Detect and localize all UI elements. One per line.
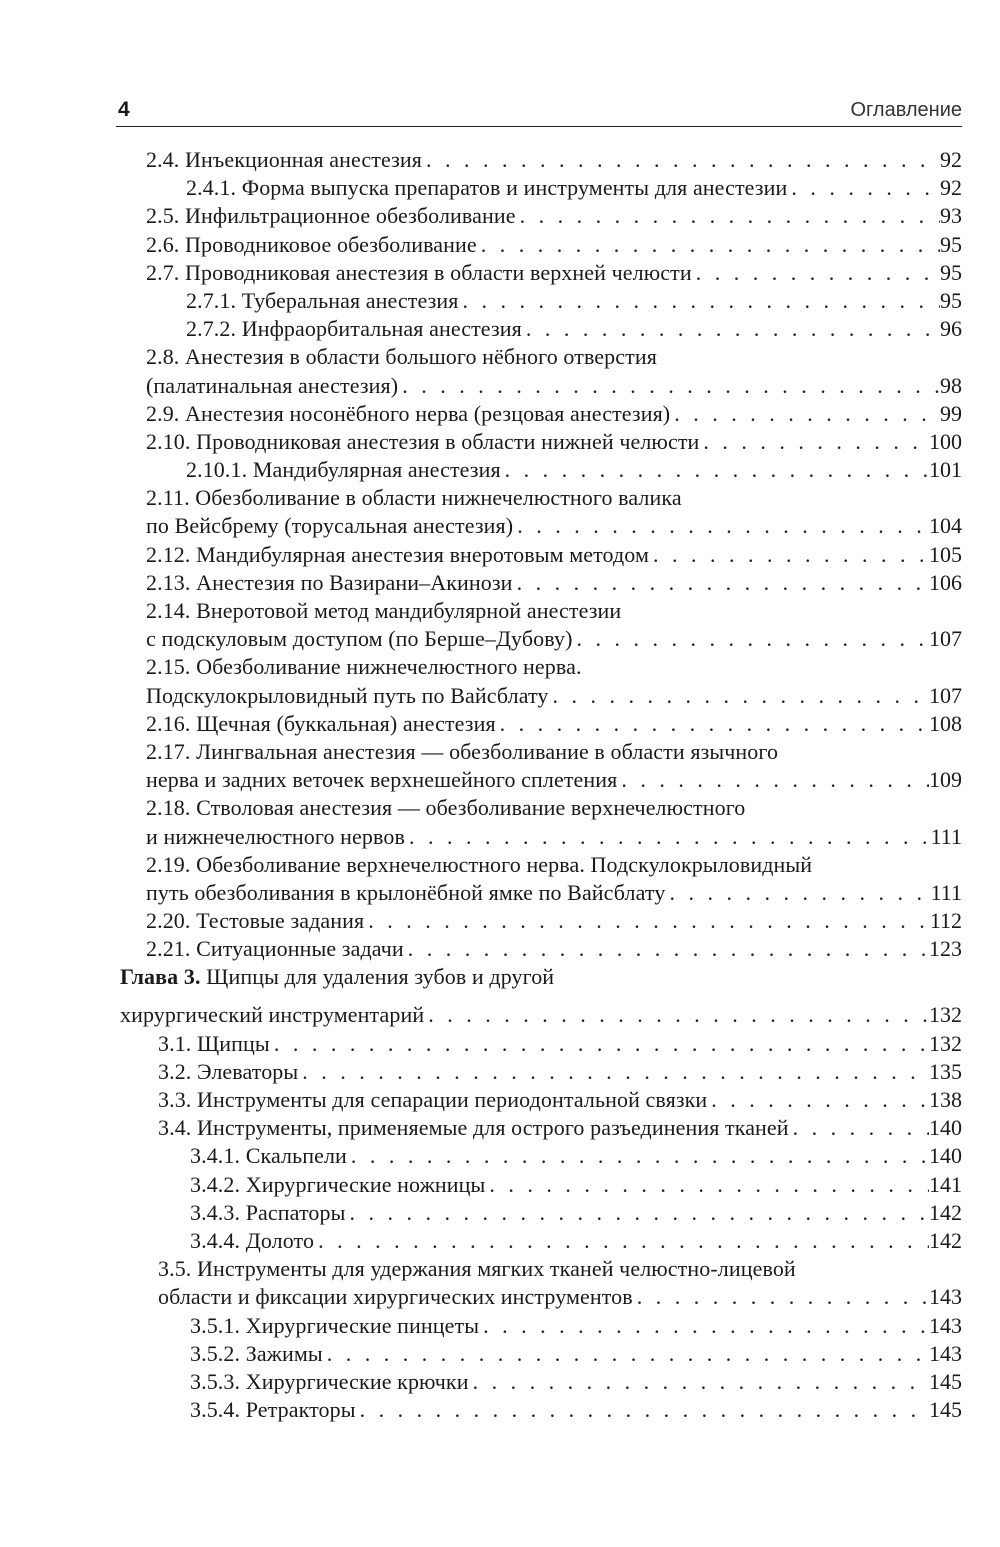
toc-page-number: 105 xyxy=(929,541,962,567)
toc-row-content xyxy=(146,400,962,428)
toc-page-number: 99 xyxy=(940,400,962,426)
toc-page-number: 138 xyxy=(929,1087,962,1112)
toc-entry-text: Анестезия в области большого нёбного отверстия xyxy=(185,344,657,370)
toc-row xyxy=(0,1227,1000,1255)
page-number: 4 xyxy=(118,98,130,121)
toc-row xyxy=(0,202,1000,230)
dot-leader xyxy=(549,682,929,710)
toc-entry-title xyxy=(146,851,812,879)
toc-page-number: 95 xyxy=(940,287,962,313)
toc-entry-title xyxy=(186,456,501,484)
toc-entry-text: и нижнечелюстного нервов xyxy=(146,823,405,849)
dot-leader xyxy=(649,541,929,569)
toc-entry-number: 2.20. xyxy=(146,908,191,934)
toc-entry-title xyxy=(146,259,692,287)
toc-row xyxy=(0,963,1000,1001)
toc-entry-title xyxy=(158,1283,633,1311)
toc-entry-text: Туберальная анестезия xyxy=(241,287,459,313)
toc-entry-text: Инфильтрационное обезболивание xyxy=(185,203,516,229)
toc-entry-number: 2.16. xyxy=(146,710,191,736)
toc-entry-text: Хирургические ножницы xyxy=(245,1171,486,1197)
toc-row xyxy=(0,1396,1000,1424)
toc-entry-number: 2.12. xyxy=(146,541,191,567)
toc-row-content xyxy=(146,597,962,625)
toc-entry-number: 2.6. xyxy=(146,231,180,257)
toc-entry-title xyxy=(146,879,665,907)
toc-row-content xyxy=(146,512,962,540)
toc-row-content xyxy=(186,174,962,202)
toc-entry-title xyxy=(190,1171,485,1199)
toc-row xyxy=(0,738,1000,766)
toc-row xyxy=(0,287,1000,315)
dot-leader xyxy=(270,1030,929,1058)
toc-entry-text: Элеваторы xyxy=(197,1058,299,1084)
toc-entry-number: 3.4.3. xyxy=(190,1199,241,1225)
toc-row-content xyxy=(146,146,962,174)
toc-page-number: 107 xyxy=(929,682,962,708)
toc-row-content xyxy=(120,1001,962,1029)
toc-page-number: 109 xyxy=(929,767,962,793)
toc-entry-title xyxy=(146,823,405,851)
toc-entry-text: Ретракторы xyxy=(245,1397,356,1423)
toc-entry-number: 2.14. xyxy=(146,598,191,623)
toc-entry-title xyxy=(158,1086,707,1114)
toc-entry-text: Анестезия носонёбного нерва (резцовая анестезия) xyxy=(185,400,671,426)
toc-row xyxy=(0,174,1000,202)
toc-entry-text: Лингвальная анестезия — обезболивание в области язычного xyxy=(196,738,779,764)
page-header xyxy=(116,94,962,127)
toc-row xyxy=(0,372,1000,400)
toc-page-number: 142 xyxy=(929,1199,962,1225)
toc-entry-title xyxy=(146,682,549,710)
toc-row xyxy=(0,541,1000,569)
toc-row xyxy=(0,851,1000,879)
dot-leader xyxy=(496,710,929,738)
toc-entry-number: 2.18. xyxy=(146,795,191,821)
toc-entry-text: Проводниковая анестезия в области нижней челюсти xyxy=(196,428,700,454)
toc-entry-title xyxy=(146,400,670,428)
toc-page-number: 132 xyxy=(929,1002,962,1028)
toc-entry-text: Скальпели xyxy=(245,1143,347,1169)
toc-page-number: 142 xyxy=(929,1227,962,1253)
toc-page-number: 107 xyxy=(929,626,962,652)
toc-row xyxy=(0,146,1000,174)
toc-entry-title xyxy=(190,1312,479,1340)
toc-page-number: 111 xyxy=(930,879,962,905)
toc-entry-title xyxy=(146,512,513,540)
toc-row-content xyxy=(146,541,962,569)
dot-leader xyxy=(522,315,940,343)
dot-leader xyxy=(323,1340,929,1368)
toc-entry-title xyxy=(158,1058,298,1086)
toc-entry-text: Обезболивание верхнечелюстного нерва. Подскулокрыловидный xyxy=(196,851,813,877)
toc-entry-text: Инъекционная анестезия xyxy=(185,147,423,172)
toc-page-number: 101 xyxy=(929,457,962,483)
toc-entry-text: Инфраорбитальная анестезия xyxy=(241,316,522,342)
toc-row-content xyxy=(146,907,962,935)
toc-row-content xyxy=(146,343,962,371)
toc-entry-text: Внеротовой метод мандибулярной анестезии xyxy=(196,598,622,623)
toc-entry-title xyxy=(146,794,745,822)
toc-entry-text: Щипцы xyxy=(197,1030,270,1056)
toc-entry-text: по Вейсбрему (торусальная анестезия) xyxy=(146,513,514,539)
toc-entry-title xyxy=(146,146,422,174)
toc-row-content xyxy=(190,1396,962,1424)
toc-row xyxy=(0,1283,1000,1311)
toc-entry-number: 2.11. xyxy=(146,485,190,511)
toc-entry-number: 2.13. xyxy=(146,569,191,595)
toc-row xyxy=(0,400,1000,428)
dot-leader xyxy=(459,287,940,315)
toc-entry-text: с подскуловым доступом (по Берше–Дубову) xyxy=(146,626,573,652)
toc-page-number: 123 xyxy=(929,936,962,962)
toc-entry-title xyxy=(190,1340,323,1368)
toc-row-content xyxy=(190,1368,962,1396)
toc-entry-title xyxy=(120,1001,424,1029)
toc-row xyxy=(0,879,1000,907)
toc-page-number: 145 xyxy=(929,1368,962,1394)
toc-page-number: 145 xyxy=(929,1397,962,1423)
toc-page-number: 106 xyxy=(929,569,962,595)
toc-entry-text: Мандибулярная анестезия внеротовым методом xyxy=(196,541,649,567)
toc-entry-number: 2.10. xyxy=(146,428,191,454)
toc-row-content xyxy=(190,1340,962,1368)
toc-entry-title xyxy=(146,231,477,259)
dot-leader xyxy=(573,625,929,653)
toc-entry-title xyxy=(146,766,617,794)
toc-entry-title xyxy=(190,1227,314,1255)
toc-row-content xyxy=(158,1114,962,1142)
toc-entry-title xyxy=(146,343,657,371)
dot-leader xyxy=(513,512,929,540)
dot-leader xyxy=(707,1086,929,1114)
toc-entry-number: 3.4.2. xyxy=(190,1171,241,1197)
toc-entry-title xyxy=(146,569,513,597)
toc-row xyxy=(0,907,1000,935)
dot-leader xyxy=(665,879,930,907)
toc-entry-title xyxy=(146,935,404,963)
toc-entry-text: Обезболивание нижнечелюстного нерва. xyxy=(196,654,582,680)
toc-row-content xyxy=(186,287,962,315)
toc-entry-number: 3.5.3. xyxy=(190,1368,241,1394)
toc-row-content xyxy=(146,935,962,963)
toc-row-content xyxy=(146,823,962,851)
toc-entry-number: 3.1. xyxy=(158,1030,192,1056)
toc-entry-text: Зажимы xyxy=(245,1340,323,1366)
dot-leader xyxy=(314,1227,929,1255)
dot-leader xyxy=(398,372,940,400)
dot-leader xyxy=(345,1199,929,1227)
toc-entry-number: 2.7.2. xyxy=(186,316,237,342)
toc-page-number: 143 xyxy=(929,1340,962,1366)
dot-leader xyxy=(347,1142,929,1170)
toc-entry-number: 3.2. xyxy=(158,1058,192,1084)
dot-leader xyxy=(364,907,930,935)
dot-leader xyxy=(670,400,940,428)
toc-entry-text: Щечная (буккальная) анестезия xyxy=(196,710,496,736)
toc-entry-title xyxy=(190,1396,356,1424)
toc-page-number: 92 xyxy=(940,175,962,201)
toc-entry-title xyxy=(146,907,364,935)
toc-entry-number: 2.4.1. xyxy=(186,175,237,201)
table-of-contents xyxy=(0,146,1000,1424)
dot-leader xyxy=(424,1001,929,1029)
toc-row-content xyxy=(146,372,962,400)
toc-entry-text: Стволовая анестезия — обезболивание верхнечелюстного xyxy=(196,795,746,821)
toc-row xyxy=(0,625,1000,653)
toc-page-number: 96 xyxy=(940,316,962,342)
toc-row-content xyxy=(190,1227,962,1255)
toc-entry-text: Проводниковое обезболивание xyxy=(185,231,477,257)
toc-row xyxy=(0,1199,1000,1227)
toc-entry-text: Проводниковая анестезия в области верхней челюсти xyxy=(185,259,692,285)
toc-row xyxy=(0,1312,1000,1340)
toc-entry-number: 2.8. xyxy=(146,344,180,370)
toc-entry-text: Щипцы для удаления зубов и другой xyxy=(206,964,555,990)
toc-row xyxy=(0,1058,1000,1086)
toc-entry-text: Распаторы xyxy=(245,1199,346,1225)
running-title: Оглавление xyxy=(850,99,962,121)
toc-row xyxy=(0,1001,1000,1029)
toc-row xyxy=(0,512,1000,540)
toc-entry-text: Хирургические крючки xyxy=(245,1368,469,1394)
toc-row xyxy=(0,231,1000,259)
toc-row xyxy=(0,1255,1000,1283)
toc-entry-text: Форма выпуска препаратов и инструменты для анестезии xyxy=(241,175,788,201)
toc-entry-text: Подскулокрыловидный путь по Вайсблату xyxy=(146,682,549,708)
dot-leader xyxy=(298,1058,929,1086)
dot-leader xyxy=(469,1368,929,1396)
dot-leader xyxy=(516,202,940,230)
toc-row-content xyxy=(146,653,962,681)
toc-entry-number: 2.7.1. xyxy=(186,287,237,313)
toc-entry-number: 2.9. xyxy=(146,400,180,426)
toc-row xyxy=(0,456,1000,484)
toc-row-content xyxy=(158,1086,962,1114)
toc-entry-title xyxy=(186,287,459,315)
toc-entry-text: Обезболивание в области нижнечелюстного валика xyxy=(195,485,682,511)
toc-entry-number: 2.5. xyxy=(146,203,180,229)
toc-entry-title xyxy=(190,1368,469,1396)
toc-entry-title xyxy=(120,963,554,991)
toc-page-number: 111 xyxy=(930,823,962,849)
toc-row xyxy=(0,766,1000,794)
toc-entry-number: 2.19. xyxy=(146,851,191,877)
toc-entry-title xyxy=(146,202,516,230)
toc-entry-title xyxy=(146,484,682,512)
dot-leader xyxy=(513,569,929,597)
toc-entry-number: 3.5.2. xyxy=(190,1340,241,1366)
toc-row xyxy=(0,682,1000,710)
toc-row-content xyxy=(146,851,962,879)
toc-entry-title xyxy=(146,625,573,653)
toc-page-number: 140 xyxy=(929,1143,962,1169)
toc-entry-text: (палатинальная анестезия) xyxy=(146,372,399,398)
toc-entry-number: 3.4. xyxy=(158,1115,192,1141)
toc-entry-number: 2.7. xyxy=(146,259,180,285)
dot-leader xyxy=(477,231,940,259)
toc-page-number: 93 xyxy=(940,203,962,229)
toc-row-content xyxy=(186,456,962,484)
toc-entry-number: 3.5.4. xyxy=(190,1397,241,1423)
toc-entry-text: Тестовые задания xyxy=(196,908,365,934)
toc-row-content xyxy=(190,1142,962,1170)
dot-leader xyxy=(404,935,929,963)
toc-entry-title xyxy=(146,738,778,766)
toc-entry-number: 2.17. xyxy=(146,738,191,764)
toc-row-content xyxy=(158,1255,962,1283)
toc-row xyxy=(0,710,1000,738)
toc-page-number: 140 xyxy=(929,1115,962,1141)
toc-page-number: 98 xyxy=(940,372,962,398)
toc-row xyxy=(0,1340,1000,1368)
toc-row xyxy=(0,1086,1000,1114)
toc-entry-text: нерва и задних веточек верхнешейного сплетения xyxy=(146,767,618,793)
toc-page-number: 135 xyxy=(929,1058,962,1084)
toc-row xyxy=(0,597,1000,625)
toc-row-content xyxy=(158,1058,962,1086)
toc-page-number: 108 xyxy=(929,710,962,736)
toc-entry-number: 3.4.4. xyxy=(190,1227,241,1253)
toc-row xyxy=(0,1030,1000,1058)
toc-entry-number: 3.3. xyxy=(158,1087,192,1112)
toc-entry-title xyxy=(146,372,398,400)
toc-page-number: 104 xyxy=(929,513,962,539)
toc-row-content xyxy=(190,1312,962,1340)
toc-row xyxy=(0,1114,1000,1142)
toc-row-content xyxy=(186,315,962,343)
toc-row-content xyxy=(146,738,962,766)
toc-entry-number: 2.10.1. xyxy=(186,457,248,483)
toc-page-number: 143 xyxy=(929,1312,962,1338)
toc-entry-number: 2.4. xyxy=(146,147,180,172)
toc-entry-text: путь обезболивания в крылонёбной ямке по Вайсблату xyxy=(146,879,666,905)
toc-entry-text: области и фиксации хирургических инструментов xyxy=(158,1284,633,1310)
dot-leader xyxy=(699,428,929,456)
toc-row xyxy=(0,794,1000,822)
toc-row-content xyxy=(190,1171,962,1199)
toc-page-number: 95 xyxy=(940,231,962,257)
toc-row-content xyxy=(146,625,962,653)
toc-row-content xyxy=(146,879,962,907)
toc-entry-title xyxy=(146,597,621,625)
toc-row-content xyxy=(146,259,962,287)
toc-entry-number: 2.21. xyxy=(146,936,191,962)
toc-entry-title xyxy=(190,1142,347,1170)
toc-row-content xyxy=(146,484,962,512)
dot-leader xyxy=(501,456,929,484)
toc-entry-title xyxy=(186,315,522,343)
toc-page-number: 141 xyxy=(929,1171,962,1197)
toc-entry-title xyxy=(158,1030,270,1058)
toc-entry-number: Глава 3. xyxy=(120,964,201,990)
toc-entry-title xyxy=(146,428,699,456)
dot-leader xyxy=(485,1171,929,1199)
dot-leader xyxy=(617,766,929,794)
dot-leader xyxy=(633,1283,929,1311)
dot-leader xyxy=(692,259,940,287)
toc-entry-title xyxy=(158,1114,789,1142)
toc-entry-text: Долото xyxy=(245,1227,315,1253)
toc-entry-title xyxy=(158,1255,796,1283)
toc-entry-text: Инструменты, применяемые для острого разъединения тканей xyxy=(197,1115,789,1141)
toc-row xyxy=(0,259,1000,287)
toc-entry-number: 3.4.1. xyxy=(190,1143,241,1169)
toc-page-number: 132 xyxy=(929,1030,962,1056)
toc-row-content xyxy=(146,682,962,710)
toc-row xyxy=(0,428,1000,456)
toc-entry-text: хирургический инструментарий xyxy=(120,1002,425,1028)
toc-row xyxy=(0,653,1000,681)
dot-leader xyxy=(356,1396,929,1424)
toc-row xyxy=(0,1142,1000,1170)
dot-leader xyxy=(789,1114,929,1142)
toc-page-number: 112 xyxy=(929,908,962,934)
toc-row-content xyxy=(158,1283,962,1311)
dot-leader xyxy=(479,1312,929,1340)
toc-row xyxy=(0,823,1000,851)
toc-row-content xyxy=(146,569,962,597)
toc-entry-text: Инструменты для удержания мягких тканей челюстно-лицевой xyxy=(197,1256,796,1282)
toc-row-content xyxy=(146,710,962,738)
toc-row xyxy=(0,1368,1000,1396)
toc-row xyxy=(0,315,1000,343)
toc-row xyxy=(0,343,1000,371)
toc-entry-text: Мандибулярная анестезия xyxy=(252,457,501,483)
toc-row xyxy=(0,935,1000,963)
toc-row-content xyxy=(158,1030,962,1058)
toc-row-content xyxy=(146,428,962,456)
dot-leader xyxy=(787,174,940,202)
toc-row xyxy=(0,1171,1000,1199)
toc-entry-title xyxy=(146,541,649,569)
toc-page-number: 143 xyxy=(929,1284,962,1310)
toc-entry-text: Анестезия по Вазирани–Акинози xyxy=(196,569,513,595)
dot-leader xyxy=(422,146,940,174)
toc-entry-text: Хирургические пинцеты xyxy=(245,1312,480,1338)
toc-page-number: 92 xyxy=(940,147,962,172)
toc-page-number: 95 xyxy=(940,259,962,285)
toc-entry-text: Инструменты для сепарации периодонтальной связки xyxy=(197,1087,708,1112)
toc-page-number: 100 xyxy=(929,428,962,454)
toc-row xyxy=(0,484,1000,512)
toc-entry-number: 3.5.1. xyxy=(190,1312,241,1338)
toc-row xyxy=(0,569,1000,597)
toc-entry-number: 2.15. xyxy=(146,654,191,680)
toc-row-content xyxy=(120,963,962,1001)
toc-entry-title xyxy=(186,174,787,202)
toc-entry-number: 3.5. xyxy=(158,1256,192,1282)
toc-entry-title xyxy=(190,1199,345,1227)
toc-row-content xyxy=(190,1199,962,1227)
toc-row-content xyxy=(146,794,962,822)
toc-row-content xyxy=(146,766,962,794)
toc-entry-title xyxy=(146,710,496,738)
dot-leader xyxy=(405,823,931,851)
toc-entry-text: Ситуационные задачи xyxy=(196,936,404,962)
toc-row-content xyxy=(146,231,962,259)
toc-entry-title xyxy=(146,653,582,681)
toc-row-content xyxy=(146,202,962,230)
